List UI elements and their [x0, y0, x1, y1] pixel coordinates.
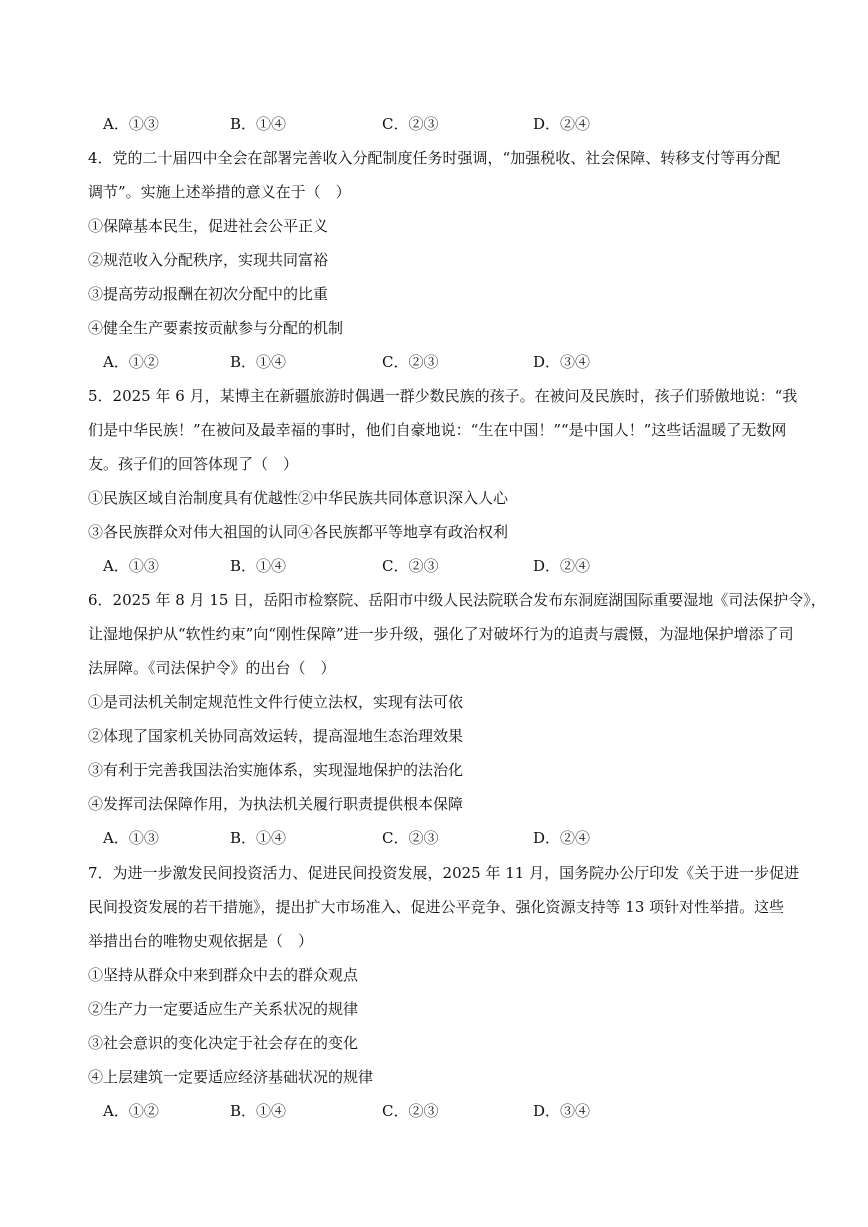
q6-stem-line-1: 6．2025 年 8 月 15 日，岳阳市检察院、岳阳市中级人民法院联合发布东洞庭湖国际重要湿地《司法保护令》， — [88, 591, 826, 609]
q6-option-a: A．①③ — [103, 829, 159, 847]
q6-stem-line-2: 让湿地保护从“软性约束”向“刚性保障”进一步升级，强化了对破坏行为的追责与震慑，为湿地保护增添了司 — [88, 625, 794, 643]
q6-option-b: B．①④ — [230, 829, 287, 847]
q7-stem-line-3: 举措出台的唯物史观依据是（ ） — [88, 932, 314, 950]
q3-option-d: D．②④ — [533, 115, 591, 133]
q5-option-c: C．②③ — [382, 557, 439, 575]
q6-options — [103, 828, 743, 848]
q7-option-b: B．①④ — [230, 1102, 287, 1120]
q4-option-b: B．①④ — [230, 353, 287, 371]
q6-statement-4: ④发挥司法保障作用，为执法机关履行职责提供根本保障 — [88, 795, 464, 813]
q5-option-d: D．②④ — [533, 557, 591, 575]
q4-stem-line-1: 4．党的二十届四中全会在部署完善收入分配制度任务时强调，“加强税收、社会保障、转移支付等再分配 — [88, 149, 781, 167]
q5-option-a: A．①③ — [103, 557, 159, 575]
q5-stem-line-1: 5．2025 年 6 月，某博主在新疆旅游时偶遇一群少数民族的孩子。在被问及民族时，孩子们骄傲地说：“我 — [88, 387, 798, 405]
q7-options — [103, 1101, 743, 1121]
q7-stem-line-1: 7．为进一步激发民间投资活力、促进民间投资发展，2025 年 11 月，国务院办公厅印发《关于进一步促进 — [88, 864, 800, 882]
q5-statement-2: ③各民族群众对伟大祖国的认同④各民族都平等地享有政治权利 — [88, 523, 509, 541]
q5-stem-line-2: 们是中华民族！”在被问及最幸福的事时，他们自豪地说：“生在中国！”“是中国人！”这些话温暖了无数网 — [88, 421, 787, 439]
q5-stem-line-3: 友。孩子们的回答体现了（ ） — [88, 455, 299, 473]
q4-stem-line-2: 调节”。实施上述举措的意义在于（ ） — [88, 183, 351, 201]
q7-statement-3: ③社会意识的变化决定于社会存在的变化 — [88, 1034, 359, 1052]
q7-option-c: C．②③ — [382, 1102, 439, 1120]
q7-option-d: D．③④ — [533, 1102, 591, 1120]
q7-option-a: A．①② — [103, 1102, 159, 1120]
q5-option-b: B．①④ — [230, 557, 287, 575]
q6-stem-line-3: 法屏障。《司法保护令》的出台（ ） — [88, 659, 336, 677]
q6-option-d: D．②④ — [533, 829, 591, 847]
q4-option-a: A．①② — [103, 353, 159, 371]
q4-options — [103, 352, 743, 372]
q4-statement-2: ②规范收入分配秩序，实现共同富裕 — [88, 251, 329, 269]
q5-options — [103, 556, 743, 576]
q3-option-b: B．①④ — [230, 115, 287, 133]
q6-option-c: C．②③ — [382, 829, 439, 847]
q7-statement-1: ①坚持从群众中来到群众中去的群众观点 — [88, 966, 359, 984]
q6-statement-2: ②体现了国家机关协同高效运转，提高湿地生态治理效果 — [88, 727, 464, 745]
q3-option-a: A．①③ — [103, 115, 159, 133]
q7-statement-2: ②生产力一定要适应生产关系状况的规律 — [88, 1000, 359, 1018]
q3-option-c: C．②③ — [382, 115, 439, 133]
q7-stem-line-2: 民间投资发展的若干措施》，提出扩大市场准入、促进公平竞争、强化资源支持等 13 项针对性举措。这些 — [88, 898, 785, 916]
q6-statement-3: ③有利于完善我国法治实施体系，实现湿地保护的法治化 — [88, 761, 464, 779]
q6-statement-1: ①是司法机关制定规范性文件行使立法权，实现有法可依 — [88, 693, 464, 711]
q4-statement-4: ④健全生产要素按贡献参与分配的机制 — [88, 319, 344, 337]
q7-statement-4: ④上层建筑一定要适应经济基础状况的规律 — [88, 1068, 374, 1086]
q4-statement-3: ③提高劳动报酬在初次分配中的比重 — [88, 285, 329, 303]
q4-option-c: C．②③ — [382, 353, 439, 371]
q4-statement-1: ①保障基本民生，促进社会公平正义 — [88, 217, 329, 235]
q5-statement-1: ①民族区域自治制度具有优越性②中华民族共同体意识深入人心 — [88, 489, 509, 507]
q4-option-d: D．③④ — [533, 353, 591, 371]
q3-options — [103, 114, 743, 134]
